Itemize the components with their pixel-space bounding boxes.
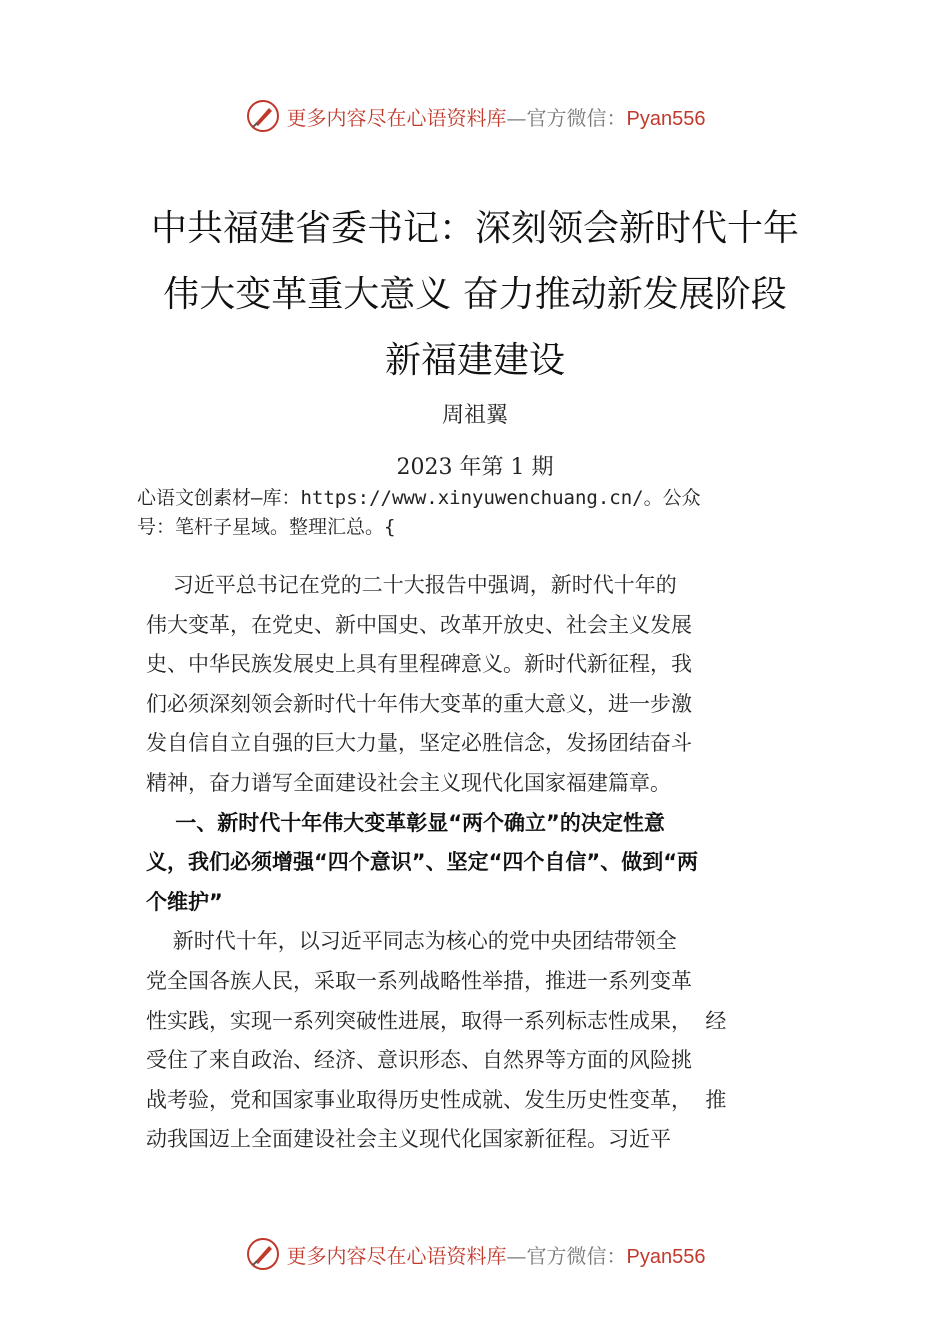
body-line: 习近平总书记在党的二十大报告中强调，新时代十年的 — [146, 573, 677, 597]
body-line: 伟大变革，在党史、新中国史、改革开放史、社会主义发展 — [146, 612, 692, 637]
footer-banner[interactable] — [0, 1232, 950, 1276]
source-note — [137, 484, 837, 542]
header-banner[interactable] — [0, 94, 950, 138]
banner-red-text: 更多内容尽在心语资料库 — [286, 1243, 507, 1268]
banner-wechat-id: Pyan556 — [626, 1245, 706, 1268]
body-line: 发自信自立自强的巨大力量，坚定必胜信念，发扬团结奋斗 — [146, 731, 692, 756]
body-line: 战考验，党和国家事业取得历史性成就、发生历史性变革， 推 — [146, 1087, 727, 1112]
body-line: 们必须深刻领会新时代十年伟大变革的重大意义，进一步激 — [146, 691, 692, 716]
title-line: 伟大变革重大意义 奋力推动新发展阶段 — [163, 274, 787, 315]
source-line: 心语文创素材—库：https://www.xinyuwenchuang.cn/。公众 — [137, 487, 701, 509]
banner-grey-text: —官方微信： — [506, 1243, 627, 1268]
quill-seal-icon — [245, 98, 281, 134]
body-line: 新时代十年，以习近平同志为核心的党中央团结带领全 — [146, 929, 677, 954]
section-heading-line: 义，我们必须增强“四个意识”、坚定“四个自信”、做到“两 — [146, 850, 699, 875]
title-line: 中共福建省委书记：深刻领会新时代十年 — [150, 208, 799, 249]
banner-grey-text: —官方微信： — [506, 105, 627, 130]
quill-seal-icon — [245, 1236, 281, 1272]
issue-number: 2023 年第 1 期 — [396, 455, 554, 480]
article-title — [90, 196, 860, 394]
body-line: 史、中华民族发展史上具有里程碑意义。新时代新征程，我 — [146, 652, 692, 677]
body-line: 性实践，实现一系列突破性进展，取得一系列标志性成果， 经 — [146, 1008, 727, 1033]
author: 周祖翼 — [441, 403, 508, 428]
body-line: 党全国各族人民，采取一系列战略性举措，推进一系列变革 — [146, 968, 692, 993]
title-line: 新福建建设 — [384, 340, 565, 381]
section-heading-line: 一、新时代十年伟大变革彰显“两个确立”的决定性意 — [146, 810, 665, 835]
section-heading-line: 个维护” — [146, 889, 223, 914]
body-line: 精神，奋力谱写全面建设社会主义现代化国家福建篇章。 — [146, 770, 671, 795]
body-line: 受住了来自政治、经济、意识形态、自然界等方面的风险挑 — [146, 1048, 692, 1073]
body-line: 动我国迈上全面建设社会主义现代化国家新征程。习近平 — [146, 1127, 671, 1152]
banner-wechat-id: Pyan556 — [626, 107, 706, 130]
source-line: 号：笔杆子星域。整理汇总。{ — [137, 516, 396, 538]
article-body — [146, 566, 826, 1160]
banner-red-text: 更多内容尽在心语资料库 — [286, 105, 507, 130]
